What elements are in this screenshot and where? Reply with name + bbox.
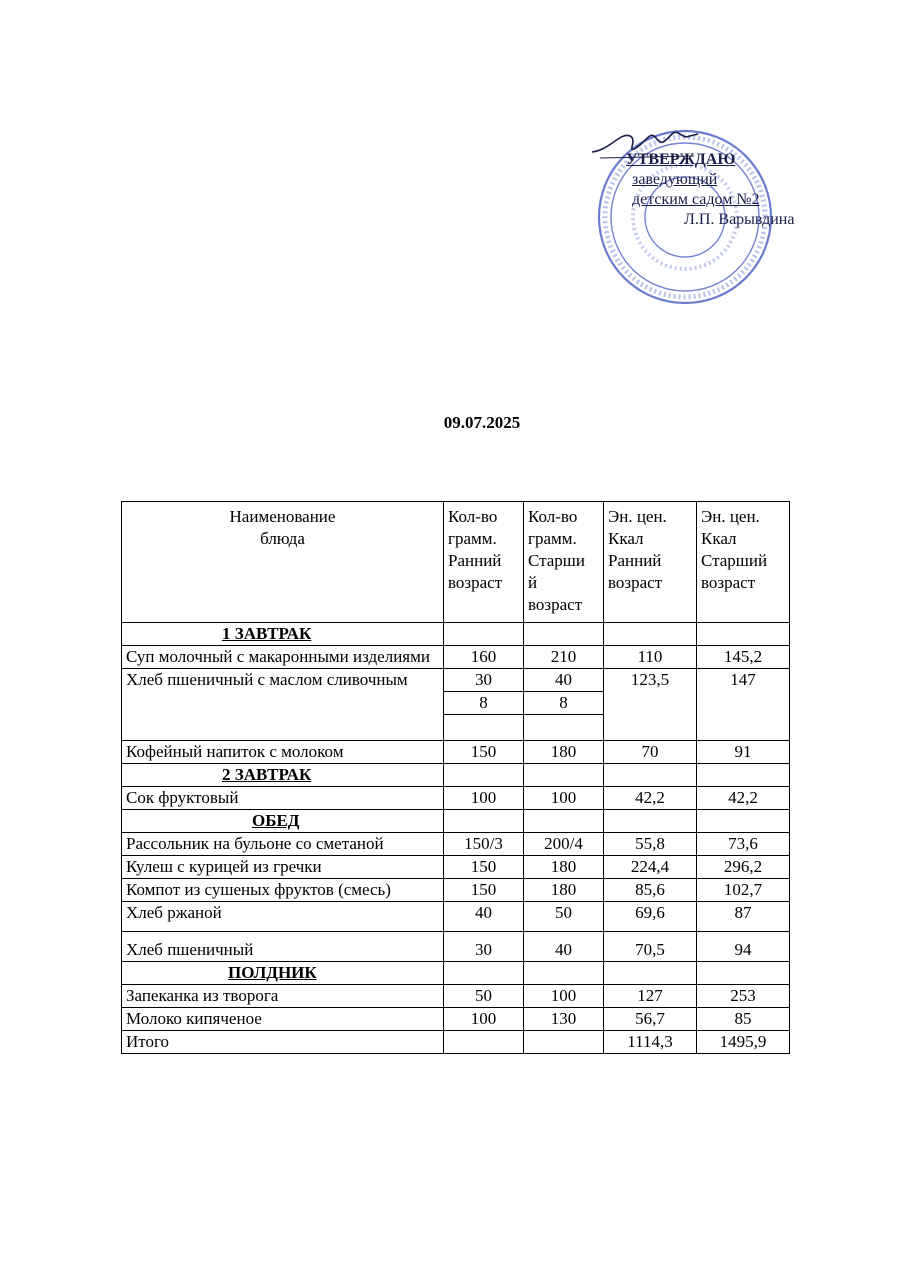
qty-early: 50: [444, 985, 524, 1008]
dish-name: Сок фруктовый: [122, 787, 444, 810]
energy-early: 55,8: [604, 833, 697, 856]
energy-senior: 94: [697, 932, 790, 962]
qty-early: 160: [444, 646, 524, 669]
qty-senior: 200/4: [524, 833, 604, 856]
energy-early: 42,2: [604, 787, 697, 810]
energy-early: 70: [604, 741, 697, 764]
dish-name: Кулеш с курицей из гречки: [122, 856, 444, 879]
dish-name: Запеканка из творога: [122, 985, 444, 1008]
header-qty-early: Кол-во грамм. Ранний возраст: [444, 502, 524, 623]
approval-position: заведующий: [632, 171, 718, 188]
qty-early: 30: [444, 669, 524, 692]
section-title: 2 ЗАВТРАК: [122, 764, 444, 787]
qty-early: 150: [444, 741, 524, 764]
table-row: [122, 646, 790, 669]
header-qty-senior: Кол-во грамм. Старши й возраст: [524, 502, 604, 623]
qty-senior: 210: [524, 646, 604, 669]
menu-table: [121, 501, 790, 1054]
qty-senior: 180: [524, 856, 604, 879]
dish-name: Компот из сушеных фруктов (смесь): [122, 879, 444, 902]
qty-senior: 8: [524, 692, 604, 715]
table-row: [122, 932, 790, 962]
dish-name: Суп молочный с макаронными изделиями: [122, 646, 444, 669]
qty-early: 150: [444, 856, 524, 879]
energy-senior: 253: [697, 985, 790, 1008]
dish-name: Хлеб ржаной: [122, 902, 444, 932]
total-energy-senior: 1495,9: [697, 1031, 790, 1054]
table-header-row: [122, 502, 790, 623]
qty-early: 150/3: [444, 833, 524, 856]
signature-icon: [590, 122, 700, 162]
energy-early: 110: [604, 646, 697, 669]
header-dish-name: Наименование блюда: [122, 502, 444, 623]
dish-name: Кофейный напиток с молоком: [122, 741, 444, 764]
energy-senior: 102,7: [697, 879, 790, 902]
qty-senior: 130: [524, 1008, 604, 1031]
total-label: Итого: [122, 1031, 444, 1054]
qty-senior: 180: [524, 741, 604, 764]
energy-early: 69,6: [604, 902, 697, 932]
header-energy-senior: Эн. цен. Ккал Старший возраст: [697, 502, 790, 623]
qty-senior: 40: [524, 932, 604, 962]
approval-block: [590, 122, 890, 312]
approval-title: УТВЕРЖДАЮ: [626, 151, 736, 168]
energy-senior: 147: [697, 669, 790, 741]
energy-senior: 296,2: [697, 856, 790, 879]
qty-early: 100: [444, 1008, 524, 1031]
section-row: [122, 810, 790, 833]
qty-early: 100: [444, 787, 524, 810]
table-row: [122, 833, 790, 856]
energy-senior: 42,2: [697, 787, 790, 810]
energy-senior: 73,6: [697, 833, 790, 856]
table-row: [122, 879, 790, 902]
qty-senior: 50: [524, 902, 604, 932]
energy-early: 56,7: [604, 1008, 697, 1031]
qty-early: 150: [444, 879, 524, 902]
table-row: [122, 1008, 790, 1031]
qty-senior: 100: [524, 787, 604, 810]
section-title: ПОЛДНИК: [122, 962, 444, 985]
approval-institution: детским садом №2: [632, 191, 760, 208]
header-energy-early: Эн. цен. Ккал Ранний возраст: [604, 502, 697, 623]
empty-cell: [524, 715, 604, 741]
table-row: [122, 741, 790, 764]
qty-senior: 180: [524, 879, 604, 902]
energy-early: 85,6: [604, 879, 697, 902]
table-row: [122, 902, 790, 932]
qty-early: 40: [444, 902, 524, 932]
qty-senior: 40: [524, 669, 604, 692]
dish-name: Хлеб пшеничный с маслом сливочным: [122, 669, 444, 741]
menu-date: 09.07.2025: [443, 413, 521, 432]
dish-name: Хлеб пшеничный: [122, 932, 444, 962]
qty-senior: 100: [524, 985, 604, 1008]
energy-early: 123,5: [604, 669, 697, 741]
empty-cell: [444, 715, 524, 741]
qty-early: 8: [444, 692, 524, 715]
energy-senior: 87: [697, 902, 790, 932]
energy-early: 224,4: [604, 856, 697, 879]
energy-senior: 145,2: [697, 646, 790, 669]
total-energy-early: 1114,3: [604, 1031, 697, 1054]
section-row: [122, 623, 790, 646]
table-row: [122, 856, 790, 879]
table-row: [122, 787, 790, 810]
approval-signer-name: Л.П. Варывдина: [684, 211, 795, 228]
section-title: 1 ЗАВТРАК: [122, 623, 444, 646]
table-row: [122, 985, 790, 1008]
dish-name: Молоко кипяченое: [122, 1008, 444, 1031]
section-title: ОБЕД: [122, 810, 444, 833]
energy-early: 70,5: [604, 932, 697, 962]
section-row: [122, 962, 790, 985]
energy-senior: 85: [697, 1008, 790, 1031]
table-row: [122, 669, 790, 692]
total-row: [122, 1031, 790, 1054]
energy-senior: 91: [697, 741, 790, 764]
approval-text: [626, 150, 794, 230]
section-row: [122, 764, 790, 787]
qty-early: 30: [444, 932, 524, 962]
dish-name: Рассольник на бульоне со сметаной: [122, 833, 444, 856]
energy-early: 127: [604, 985, 697, 1008]
